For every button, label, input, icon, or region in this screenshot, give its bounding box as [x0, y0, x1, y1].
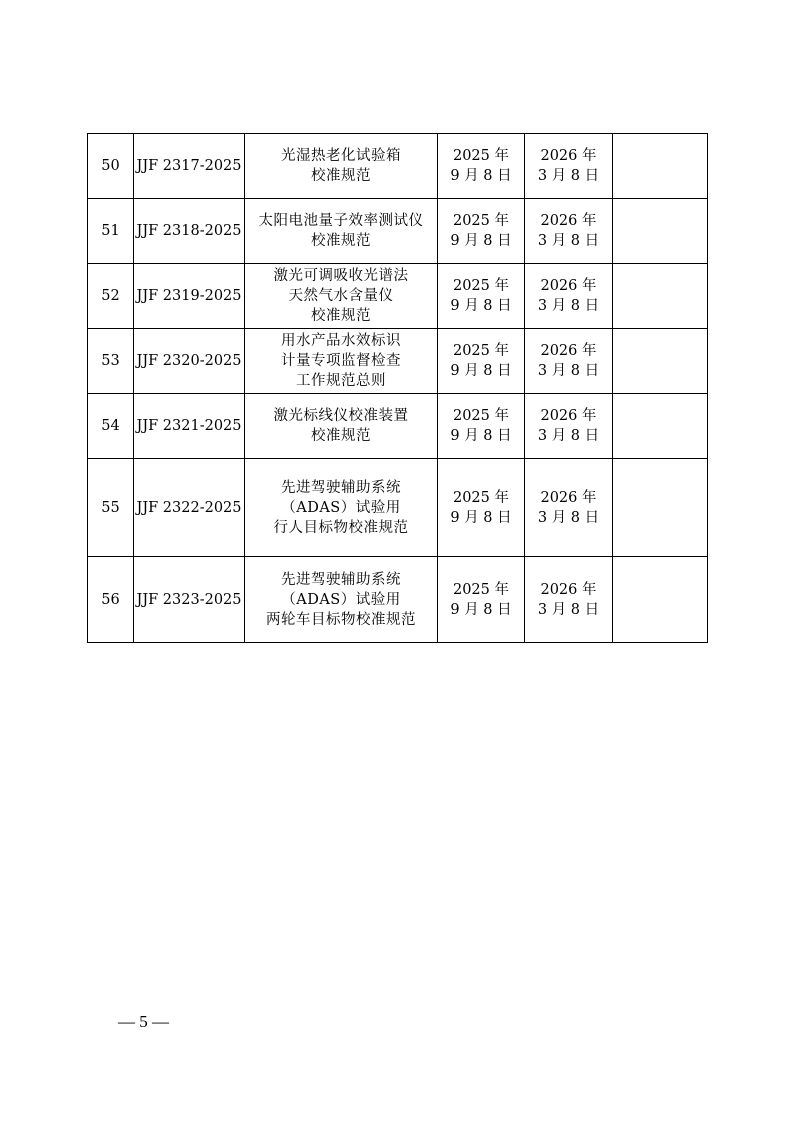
effective-date: [525, 264, 613, 329]
issue-date: [438, 199, 525, 264]
regulation-code: JJF 2319-2025: [134, 264, 245, 329]
table-row: [88, 329, 708, 394]
note-cell: [613, 134, 708, 199]
issue-date-year: 2025 年: [452, 408, 509, 424]
issue-date-day: 9 月 8 日: [450, 601, 512, 618]
effective-date-day: 3 月 8 日: [537, 601, 600, 618]
effective-date: [525, 557, 613, 643]
regulation-name: [245, 199, 438, 264]
regulation-name-line: 校准规范: [311, 308, 371, 324]
effective-date-day: 3 月 8 日: [537, 168, 600, 184]
issue-date-day: 9 月 8 日: [450, 363, 512, 379]
note-cell: [613, 557, 708, 643]
row-number: 52: [88, 264, 134, 329]
regulation-name-line: 激光标线仪校准装置: [273, 408, 409, 424]
effective-date: [525, 394, 613, 459]
effective-date-year: 2026 年: [540, 278, 597, 294]
effective-date-day: 3 月 8 日: [537, 233, 600, 249]
effective-date-year: 2026 年: [540, 343, 597, 359]
regulation-name-line: （ADAS）试验用: [281, 591, 401, 608]
regulation-name: [245, 459, 438, 557]
effective-date-year: 2026 年: [540, 408, 597, 424]
regulation-name-line: 先进驾驶辅助系统: [281, 571, 401, 588]
regulation-name-line: 天然气水含量仪: [288, 288, 394, 304]
regulation-name-line: 行人目标物校准规范: [273, 519, 409, 536]
issue-date: [438, 394, 525, 459]
regulation-name-line: 校准规范: [311, 168, 371, 184]
regulation-code: JJF 2323-2025: [134, 557, 245, 643]
regulation-name-line: 计量专项监督检查: [281, 353, 401, 369]
issue-date: [438, 557, 525, 643]
regulation-name-line: 太阳电池量子效率测试仪: [258, 213, 424, 229]
note-cell: [613, 459, 708, 557]
effective-date: [525, 459, 613, 557]
regulation-name-line: 先进驾驶辅助系统: [281, 479, 401, 496]
issue-date-year: 2025 年: [452, 343, 509, 359]
regulation-name-line: 光湿热老化试验箱: [281, 148, 401, 164]
regulation-name: [245, 134, 438, 199]
issue-date-year: 2025 年: [452, 581, 509, 598]
regulations-table: [87, 133, 708, 643]
issue-date-day: 9 月 8 日: [450, 509, 512, 526]
row-number: 56: [88, 557, 134, 643]
issue-date-day: 9 月 8 日: [450, 428, 512, 444]
regulation-name-line: 工作规范总则: [296, 373, 386, 389]
effective-date: [525, 329, 613, 394]
note-cell: [613, 264, 708, 329]
regulation-name: [245, 264, 438, 329]
effective-date-year: 2026 年: [540, 581, 597, 598]
regulation-code: JJF 2317-2025: [134, 134, 245, 199]
row-number: 53: [88, 329, 134, 394]
note-cell: [613, 199, 708, 264]
issue-date-year: 2025 年: [452, 278, 509, 294]
regulation-name: [245, 394, 438, 459]
table-row: [88, 134, 708, 199]
regulation-name: [245, 557, 438, 643]
effective-date-day: 3 月 8 日: [537, 298, 600, 314]
effective-date: [525, 199, 613, 264]
issue-date-day: 9 月 8 日: [450, 168, 512, 184]
table-row: [88, 394, 708, 459]
note-cell: [613, 329, 708, 394]
regulation-name: [245, 329, 438, 394]
effective-date-year: 2026 年: [540, 148, 597, 164]
effective-date-day: 3 月 8 日: [537, 363, 600, 379]
row-number: 54: [88, 394, 134, 459]
regulation-name-line: 用水产品水效标识: [281, 333, 401, 349]
issue-date: [438, 134, 525, 199]
regulation-name-line: 校准规范: [311, 233, 371, 249]
issue-date-year: 2025 年: [452, 148, 509, 164]
table-row: [88, 459, 708, 557]
effective-date-day: 3 月 8 日: [537, 509, 600, 526]
regulation-name-line: 两轮车目标物校准规范: [266, 611, 416, 628]
regulation-code: JJF 2318-2025: [134, 199, 245, 264]
effective-date-year: 2026 年: [540, 489, 597, 506]
note-cell: [613, 394, 708, 459]
issue-date-day: 9 月 8 日: [450, 298, 512, 314]
issue-date-day: 9 月 8 日: [450, 233, 512, 249]
row-number: 50: [88, 134, 134, 199]
issue-date: [438, 329, 525, 394]
effective-date: [525, 134, 613, 199]
regulation-name-line: （ADAS）试验用: [281, 499, 401, 516]
table-row: [88, 557, 708, 643]
issue-date-year: 2025 年: [452, 213, 509, 229]
effective-date-year: 2026 年: [540, 213, 597, 229]
issue-date: [438, 459, 525, 557]
effective-date-day: 3 月 8 日: [537, 428, 600, 444]
row-number: 55: [88, 459, 134, 557]
regulation-code: JJF 2321-2025: [134, 394, 245, 459]
issue-date-year: 2025 年: [452, 489, 509, 506]
row-number: 51: [88, 199, 134, 264]
table-row: [88, 264, 708, 329]
issue-date: [438, 264, 525, 329]
regulation-code: JJF 2322-2025: [134, 459, 245, 557]
table-row: [88, 199, 708, 264]
page-number: — 5 —: [118, 1012, 169, 1031]
regulation-name-line: 校准规范: [311, 428, 371, 444]
regulation-code: JJF 2320-2025: [134, 329, 245, 394]
regulation-name-line: 激光可调吸收光谱法: [273, 268, 409, 284]
